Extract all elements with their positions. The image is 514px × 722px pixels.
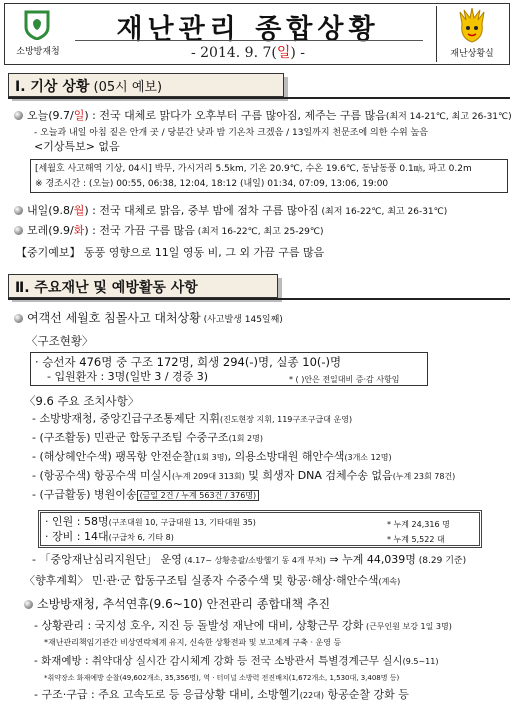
deployment-box	[38, 510, 482, 548]
measure-coast-search: - (해상헤안수색) 팽목항 안전순찰(1회 3명), 의용소방대원 해안수색(3개소 12명)	[32, 450, 392, 463]
forecast-today-note: - 오늘과 내일 아침 짙은 안개 곳 / 당분간 낮과 밤 기온차 크겠음 / 13일까지 천문조에 의한 수위 높음	[34, 128, 428, 138]
shield-icon	[24, 10, 50, 40]
measure-ems: - (구급활동) 병원이송 (금일 2건 / 누계 563건 / 376명)	[32, 488, 259, 503]
sewol-weather-line: [세월호 사고해역 기상, 04시] 박무, 가시거리 5.5km, 기온 20.9℃, 수온 19.6℃, 동남동풍 0.1㎧, 파고 0.2m	[35, 164, 472, 174]
bullet-icon	[14, 111, 23, 120]
weather-warning: <기상특보> 없음	[34, 140, 120, 153]
mascot-icon	[454, 8, 490, 46]
forecast-dayafter: 모레(9.9/화) : 전국 가끔 구름 많음 (최저 16-22℃, 최고 25-29℃)	[14, 224, 324, 239]
chuseok-fire-note: *취약장소 화재예방 순찰(49,602개소, 35,356명), 역 · 터미널 소방력 전진배치(1,672개소, 1,530대, 3,408명 등)	[44, 674, 400, 682]
report-header	[4, 3, 510, 65]
section1-subtitle: (05시 예보)	[89, 80, 163, 95]
date-weekday: 일	[276, 45, 291, 61]
agency-logo	[11, 8, 65, 62]
longterm-forecast: 【중기예보】 동풍 영향으로 11일 영동 비, 그 외 가끔 구름 많음	[16, 246, 325, 259]
report-date: - 2014. 9. 7(일) -	[190, 45, 306, 61]
equipment-total: * 누계 5,522 대	[387, 535, 445, 544]
bullet-icon	[14, 206, 23, 215]
measure-rescue: - (구조활동) 민관군 합동구조팀 수중구조(1회 2명)	[32, 431, 263, 444]
rescue-note: * ( )안은 전일대비 증·감 사항임	[289, 375, 400, 384]
chuseok-fire: - 화재예방 : 취약대상 실시간 감시체계 강화 등 전국 소방관서 특별경계근무 실시(9.5~11)	[34, 655, 439, 667]
section1-header: Ⅰ. 기상 상황 (05시 예보)	[8, 73, 284, 97]
inpatient-count: - 입원환자 : 3명(일반 3 / 경증 3)	[47, 370, 209, 383]
tide-times-line: ※ 경조시간 : (오늘) 00:55, 06:38, 12:04, 18:12 (내일) 01:34, 07:09, 13:06, 19:00	[35, 179, 389, 189]
chuseok-situation-note: *재난관리책임기관간 비상연락체계 유지, 신속한 상황전파 및 보고체계 구축 · 운영 등	[44, 638, 342, 647]
sewol-heading: 여객선 세월호 침몰사고 대처상황 (사고발생 145일째)	[14, 311, 283, 327]
agency-name: 소방방재청	[16, 47, 60, 57]
section2-header: Ⅱ. 주요재난 및 예방활동 사항	[8, 274, 278, 298]
section2-rule	[8, 298, 510, 300]
section1-rule	[8, 97, 510, 99]
bullet-icon	[14, 226, 23, 235]
situation-room-label: 재난상황실	[450, 49, 494, 59]
chuseok-situation: - 상황관리 : 국지성 호우, 지진 등 돌발성 재난에 대비, 상황근무 강화 (근무인원 보강 1일 3명)	[34, 619, 452, 632]
page-title: 재난관리 종합상황	[116, 14, 380, 45]
situation-room-badge	[436, 6, 507, 62]
chuseok-heading: 소방방재청, 추석연휴(9.6~10) 안전관리 종합대책 추진	[24, 597, 330, 611]
forecast-today: 오늘(9.7/일) : 전국 대체로 맑다가 오후부터 구름 많아짐, 제주는 구름 많음(최저 14-21℃, 최고 26-31℃)	[14, 109, 512, 124]
staff-count: · 인원 : 58명(구조대원 10, 구급대원 13, 기타대원 35)	[45, 515, 256, 528]
sewol-weather-box	[30, 159, 508, 193]
measure-command: - 소방방재청, 중앙긴급구조통제단 지휘(진도현장 지휘, 119구조구급대 운영)	[32, 412, 353, 425]
bullet-icon	[24, 600, 33, 609]
passenger-count: · 승선자 476명 중 구조 172명, 희생 294(-)명, 실종 10(-)명	[35, 355, 342, 369]
chuseok-ems: - 구조·구급 : 주요 고속도로 등 응급상황 대비, 소방헬기(22대) 항공순찰 강화 등	[34, 688, 409, 701]
title-divider	[75, 40, 423, 41]
section1-title: 기상 상황	[30, 79, 90, 95]
bullet-icon	[14, 314, 23, 323]
measure-air-search: - (항공수색) 항공수색 미실시(누계 209대 313회) 및 희생자 DNA 검체수송 없음(누계 23회 78건)	[32, 469, 456, 482]
forecast-tomorrow: 내일(9.8/월) : 전국 대체로 맑음, 중부 밤에 점차 구름 많아짐 (최저 16-22℃, 최고 26-31℃)	[14, 204, 447, 219]
psych-support: - 「중앙재난심리지원단」 운영 (4.17~ 상황총괄/소방헬기 동 4개 부처) ⇒ 누계 44,039명 (8.29 기준)	[32, 553, 467, 566]
section2-title: 주요재난 및 예방활동 사항	[34, 280, 198, 296]
rescue-status-box	[30, 352, 428, 386]
equipment-count: · 장비 : 14대(구급차 6, 기타 8)	[45, 530, 174, 543]
staff-total: * 누계 24,316 명	[387, 520, 450, 529]
future-plan: 〈향후계획〉 민·관·군 합동구조팀 실종자 수중수색 및 항공·해상·해안수색(계속)	[24, 574, 401, 587]
measures-title: 〈9.6 주요 조치사항〉	[24, 394, 140, 408]
rescue-status-title: 〈구조현황〉	[26, 334, 94, 348]
